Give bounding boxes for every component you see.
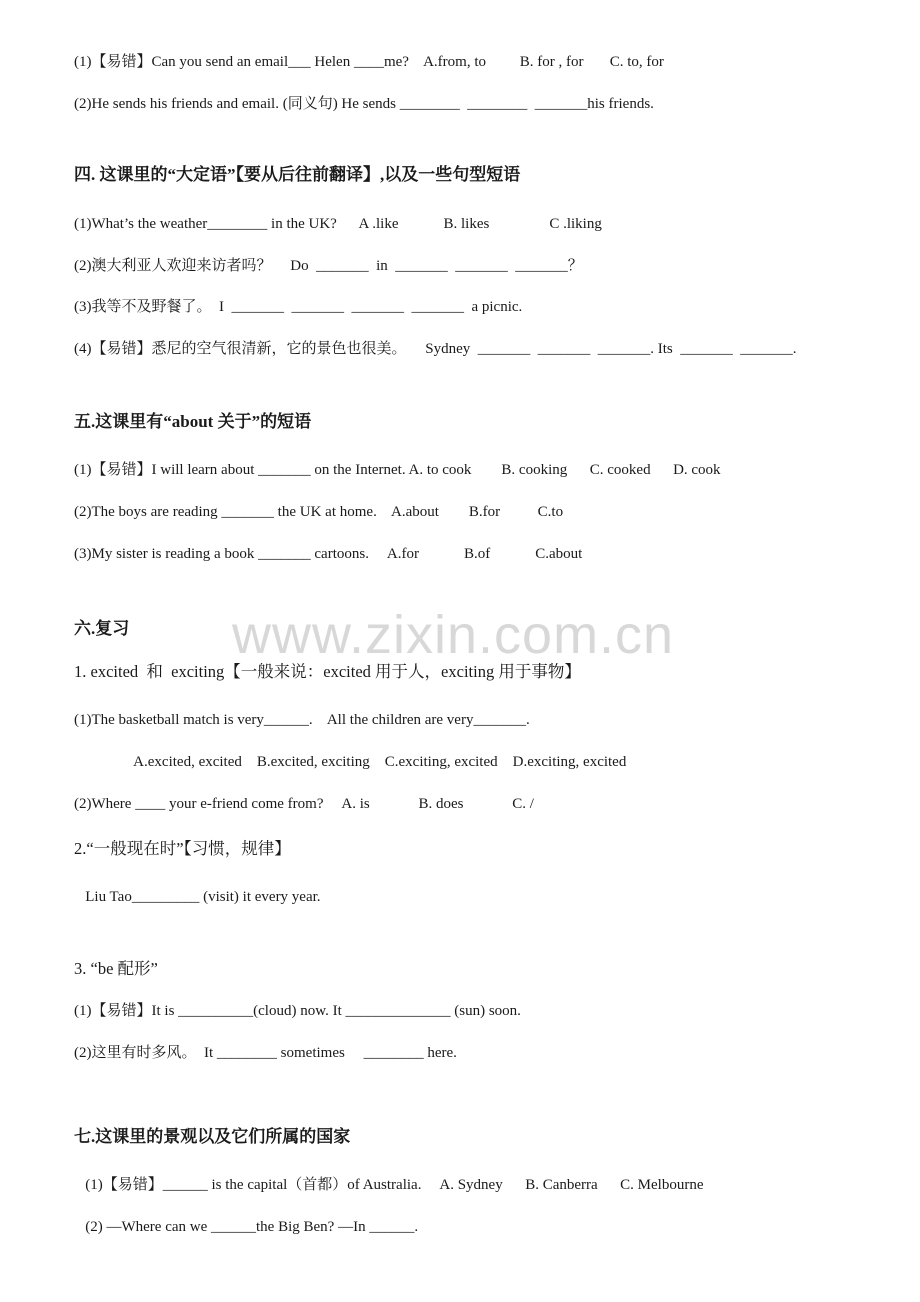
question-1-2: (2)He sends his friends and email. (同义句) He sends ________ ________ _______his friends. — [74, 96, 654, 112]
question-7-2: (2) —Where can we ______the Big Ben? —In ______. — [74, 1219, 419, 1235]
question-7-1: (1)【易错】______ is the capital（首都）of Australia. A. Sydney B. Canberra C. Melbourne — [74, 1177, 704, 1193]
question-6-3: Liu Tao_________ (visit) it every year. — [74, 889, 321, 905]
question-6-2: (2)Where ____ your e-friend come from? A. is B. does C. / — [74, 796, 534, 812]
section-heading-6: 六.复习 — [74, 619, 130, 638]
section-heading-4: 四. 这课里的“大定语”【要从后往前翻译】,以及一些句型短语 — [74, 165, 521, 184]
review-topic-2: 2.“一般现在时”【习惯，规律】 — [74, 839, 291, 858]
question-4-2: (2)澳大利亚人欢迎来访者吗？ Do _______ in _______ _______ _______？ — [74, 258, 583, 274]
question-6-5: (2)这里有时多风。 It ________ sometimes ________ here. — [74, 1045, 457, 1061]
question-6-1-options: A.excited, excited B.excited, exciting C.exciting, excited D.exciting, excited — [74, 754, 627, 770]
question-4-4: (4)【易错】悉尼的空气很清新，它的景色也很美。 Sydney _______ _______ _______. Its _______ _______. — [74, 341, 797, 357]
question-6-4: (1)【易错】It is __________(cloud) now. It ______________ (sun) soon. — [74, 1003, 521, 1019]
review-topic-1: 1. excited 和 exciting【一般来说：excited 用于人，exciting 用于事物】 — [74, 662, 581, 681]
watermark-text: www.zixin.com.cn — [232, 605, 675, 665]
question-4-1: (1)What’s the weather________ in the UK? A .like B. likes C .liking — [74, 216, 602, 232]
section-heading-5: 五.这课里有“about 关于”的短语 — [74, 412, 312, 431]
question-4-3: (3)我等不及野餐了。 I _______ _______ _______ _______ a picnic. — [74, 299, 523, 315]
question-5-3: (3)My sister is reading a book _______ cartoons. A.for B.of C.about — [74, 546, 583, 562]
review-topic-3: 3. “be 配形” — [74, 959, 158, 978]
section-heading-7: 七.这课里的景观以及它们所属的国家 — [74, 1127, 351, 1146]
question-5-2: (2)The boys are reading _______ the UK at home. A.about B.for C.to — [74, 504, 564, 520]
question-5-1: (1)【易错】I will learn about _______ on the Internet. A. to cook B. cooking C. cooked D. cook — [74, 462, 721, 478]
question-1-1: (1)【易错】Can you send an email___ Helen ____me? A.from, to B. for , for C. to, for — [74, 54, 664, 70]
question-6-1: (1)The basketball match is very______. All the children are very_______. — [74, 712, 530, 728]
